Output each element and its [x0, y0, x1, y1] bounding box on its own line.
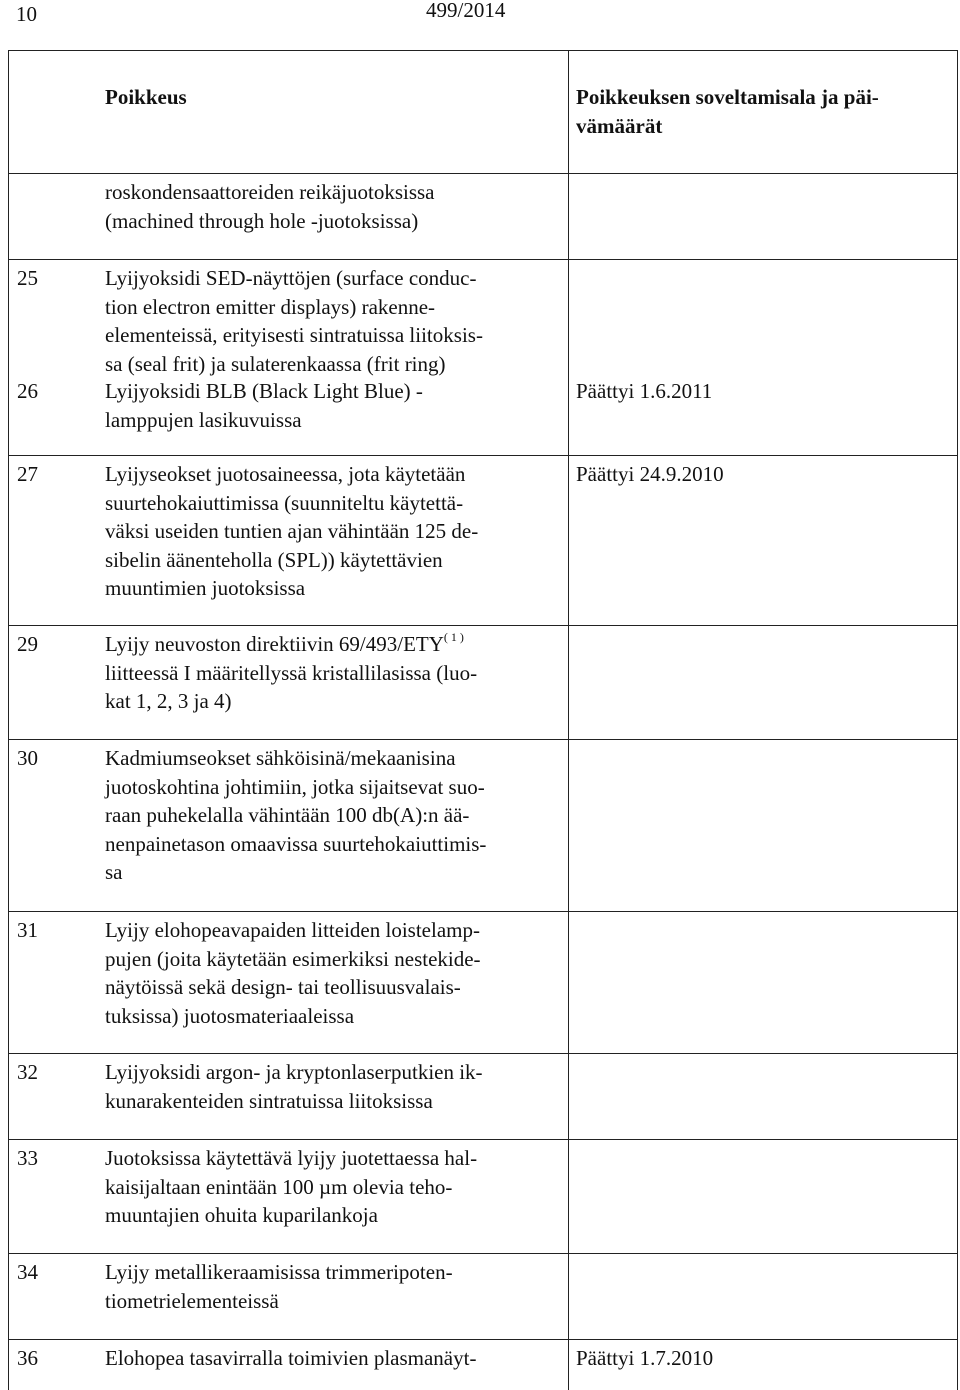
- exception-number: 34: [17, 1260, 38, 1284]
- description-line: muuntimien juotoksissa: [105, 576, 306, 601]
- exception-number: 33: [17, 1146, 38, 1170]
- description-line: [105, 630, 565, 659]
- exceptions-table: [8, 50, 958, 1390]
- description-line: sa (seal frit) ja sulaterenkaassa (frit ring): [105, 351, 446, 376]
- column-header-exception: Poikkeus: [105, 85, 187, 109]
- description-line: Lyijyoksidi argon- ja kryptonlaserputkien ik-: [105, 1060, 483, 1084]
- description-line: Lyijy elohopeavapaiden litteiden loistelamp-: [105, 918, 480, 942]
- exception-number: 31: [17, 918, 38, 942]
- description-line: lamppujen lasikuvuissa: [105, 407, 302, 432]
- exception-description: [105, 744, 565, 887]
- description-line: Kadmiumseokset sähköisinä/mekaanisina: [105, 746, 456, 770]
- description-line: nenpainetason omaavissa suurtehokaiuttimis-: [105, 831, 487, 856]
- description-line: (machined through hole -juotoksissa): [105, 208, 419, 233]
- description-line: Elohopea tasavirralla toimivien plasmanäyt-: [105, 1346, 477, 1370]
- description-line: Lyijyseokset juotosaineessa, jota käytetään: [105, 462, 466, 486]
- exception-number: 29: [17, 632, 38, 656]
- exception-description: [105, 1058, 565, 1115]
- description-line: Juotoksissa käytettävä lyijy juotettaessa hal-: [105, 1146, 478, 1170]
- description-line: tion electron emitter displays) rakenne-: [105, 294, 436, 319]
- description-line: kunarakenteiden sintratuissa liitoksissa: [105, 1088, 433, 1113]
- description-line: elementeissä, erityisesti sintratuissa liitoksis-: [105, 323, 483, 348]
- description-line: sibelin äänenteholla (SPL)) käytettävien: [105, 547, 443, 572]
- description-line: Lyijyoksidi SED-näyttöjen (surface conduc-: [105, 266, 477, 290]
- exception-scope: Päättyi 24.9.2010: [576, 462, 724, 486]
- description-line: muuntajien ohuita kuparilankoja: [105, 1203, 378, 1228]
- description-line: pujen (joita käytetään esimerkiksi nestekide-: [105, 946, 481, 971]
- document-reference: 499/2014: [426, 0, 506, 22]
- description-line: tuksissa) juotosmateriaaleissa: [105, 1003, 355, 1028]
- table-header-row: [9, 51, 957, 173]
- exception-number: 26: [17, 379, 38, 403]
- table-row: [9, 259, 957, 376]
- description-line: Lyijy metallikeraamisissa trimmeripoten-: [105, 1260, 453, 1284]
- column-header-scope-line: Poikkeuksen soveltamisala ja päi-: [576, 85, 879, 109]
- exception-number: 27: [17, 462, 38, 486]
- description-line: näytöissä sekä design- tai teollisuusvalais-: [105, 975, 461, 1000]
- description-line: roskondensaattoreiden reikäjuotoksissa: [105, 180, 435, 204]
- table-row: [9, 173, 957, 259]
- exception-description: [105, 630, 565, 716]
- description-line: tiometrielementeissä: [105, 1288, 279, 1313]
- exception-description: [105, 460, 565, 603]
- description-line: Lyijyoksidi BLB (Black Light Blue) -: [105, 379, 423, 403]
- table-row: [9, 1253, 957, 1313]
- description-line: väksi useiden tuntien ajan vähintään 125 de-: [105, 519, 479, 544]
- exception-number: 36: [17, 1346, 38, 1370]
- description-line: raan puhekelalla vähintään 100 db(A):n ää-: [105, 803, 470, 828]
- description-line: sa: [105, 860, 123, 885]
- table-row: [9, 1339, 957, 1370]
- page-number: 10: [16, 2, 37, 26]
- table-row: [9, 455, 957, 601]
- exception-number: 32: [17, 1060, 38, 1084]
- exception-description: [105, 916, 565, 1030]
- exception-description: [105, 264, 565, 378]
- table-row: [9, 911, 957, 1028]
- description-line: liitteessä I määritellyssä kristallilasissa (luo-: [105, 660, 478, 685]
- table-row: [9, 1139, 957, 1228]
- description-line: suurtehokaiuttimissa (suunniteltu käytettä-: [105, 490, 464, 515]
- exception-number: 30: [17, 746, 38, 770]
- column-header-scope-line: vämäärät: [576, 113, 663, 138]
- exception-description: [105, 1344, 565, 1373]
- exception-scope: Päättyi 1.7.2010: [576, 1346, 714, 1370]
- description-line: kaisijaltaan enintään 100 µm olevia teho-: [105, 1174, 453, 1199]
- description-line: kat 1, 2, 3 ja 4): [105, 689, 232, 714]
- column-header-scope: [576, 83, 951, 140]
- description-line: juotoskohtina johtimiin, jotka sijaitsevat suo-: [105, 774, 485, 799]
- description-text: Lyijy neuvoston direktiivin 69/493/ETY: [105, 632, 444, 656]
- exception-description: [105, 1258, 565, 1315]
- exception-description: [105, 377, 565, 434]
- exception-description: [105, 1144, 565, 1230]
- footnote-reference: ( 1 ): [443, 630, 464, 644]
- exception-number: 25: [17, 266, 38, 290]
- table-row: [9, 739, 957, 885]
- exception-description: [105, 178, 565, 235]
- table-row: [9, 1053, 957, 1113]
- exception-scope: Päättyi 1.6.2011: [576, 379, 713, 403]
- table-row: [9, 625, 957, 714]
